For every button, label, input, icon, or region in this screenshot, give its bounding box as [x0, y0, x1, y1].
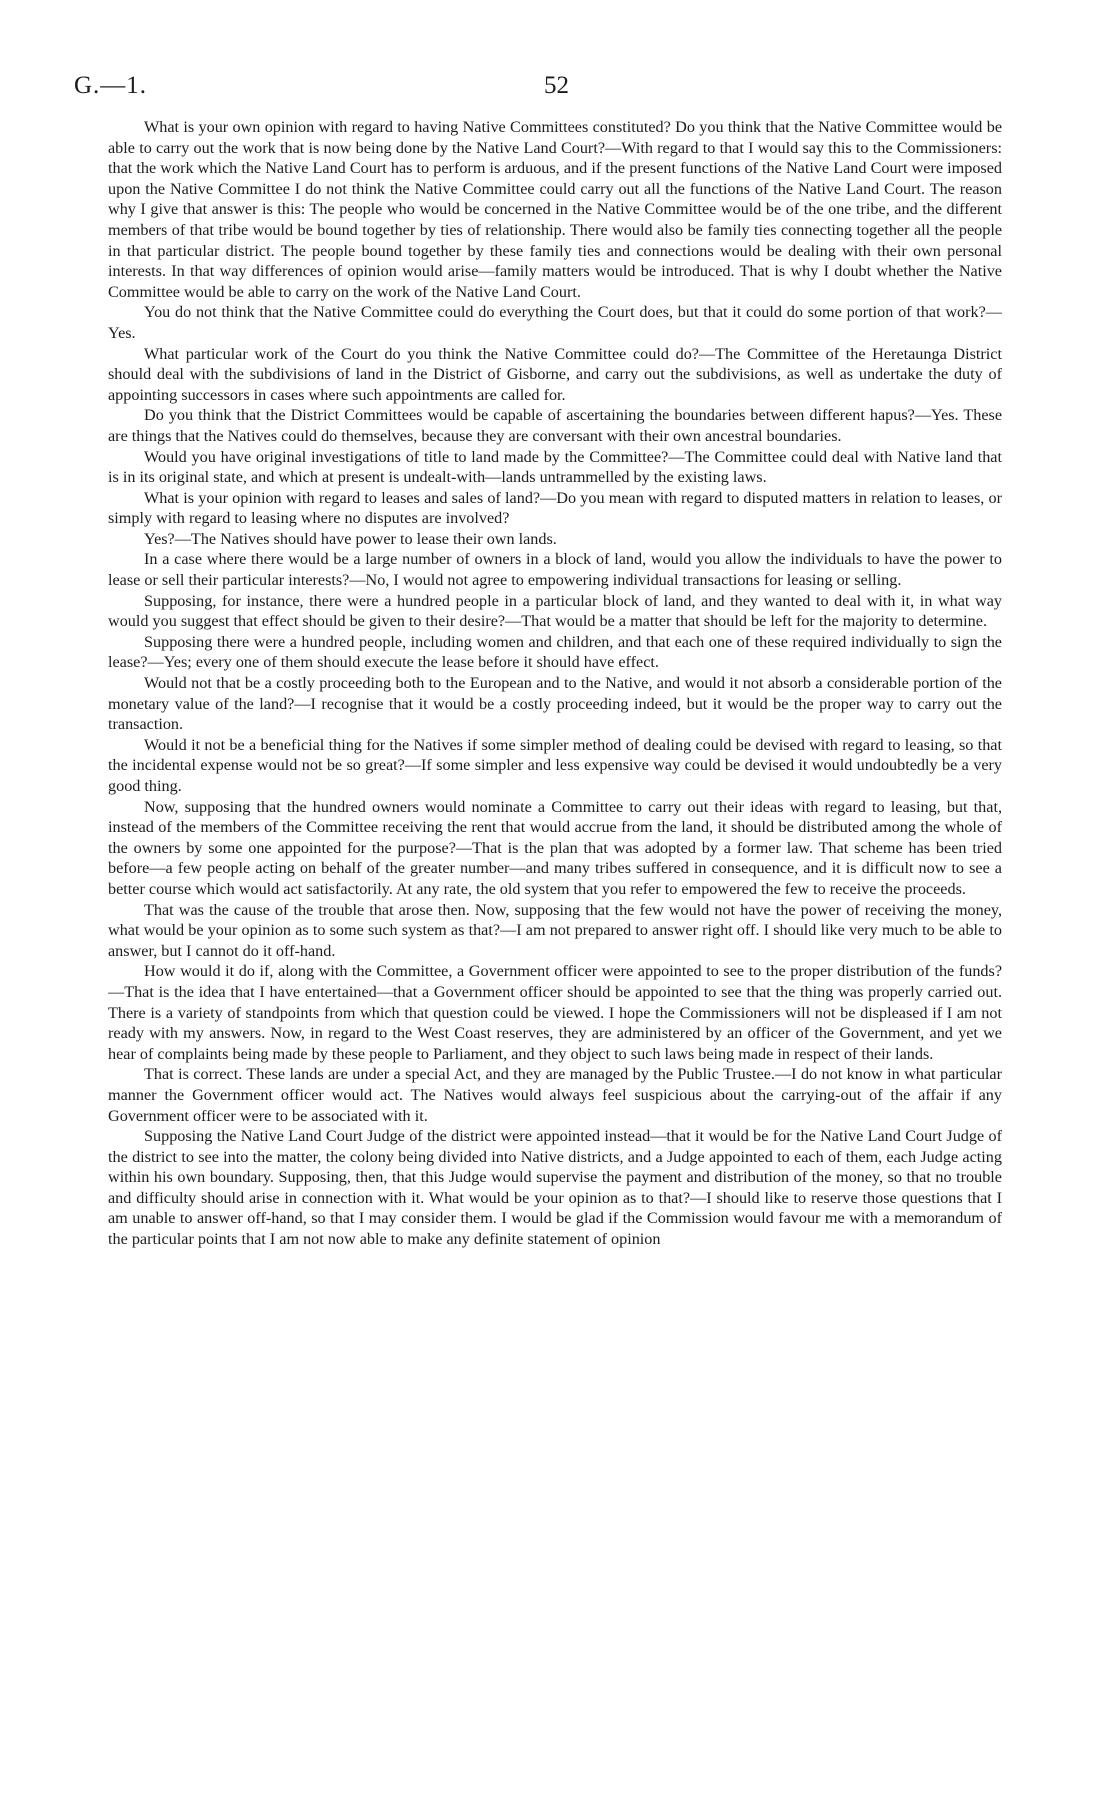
- paragraph: Supposing there were a hundred people, including women and children, and that each one of these required individually to sign the lease?—Yes; every one of them should execute the lease before it should have effect.: [108, 632, 1002, 672]
- paragraph: Now, supposing that the hundred owners would nominate a Committee to carry out their ideas with regard to leasing, but that, instead of the members of the Committee receiving the rent that would accrue from the land, it should be distributed among the whole of the owners by some one appointed for the purpose?—That is the plan that was adopted by a former law. That scheme has been tried before—a few people acting on behalf of the greater number—and many tribes suffered in consequence, and it is difficult now to see a better course which would act satisfactorily. At any rate, the old system that you refer to empowered the few to receive the proceeds.: [108, 797, 1002, 898]
- page-number: 52: [544, 72, 569, 99]
- paragraph: What particular work of the Court do you think the Native Committee could do?—The Committee of the Heretaunga District should deal with the subdivisions of land in the District of Gisborne, and carry out the subdivisions, as well as undertake the duty of appointing successors in cases where such appointments are called for.: [108, 344, 1002, 404]
- paragraph: What is your opinion with regard to leases and sales of land?—Do you mean with regard to disputed matters in relation to leases, or simply with regard to leasing where no disputes are involved?: [108, 488, 1002, 528]
- paragraph: Do you think that the District Committees would be capable of ascertaining the boundaries between different hapus?—Yes. These are things that the Natives could do themselves, because they are conversant with their own ancestral boundaries.: [108, 406, 1002, 445]
- page-header: [74, 72, 1034, 106]
- paragraph: In a case where there would be a large number of owners in a block of land, would you allow the individuals to have the power to lease or sell their particular interests?—No, I would not agree to empowering individual transactions for leasing or selling.: [108, 550, 1002, 590]
- paragraph: That is correct. These lands are under a special Act, and they are managed by the Public Trustee.—I do not know in what particular manner the Government officer would act. The Natives would always feel suspicious about the carrying-out of the affair if any Government officer were to be associated with it.: [108, 1065, 1002, 1125]
- paragraph: Supposing the Native Land Court Judge of the district were appointed instead—that it would be for the Native Land Court Judge of the district to see into the matter, the colony being divided into Native districts, and a Judge appointed to each of them, each Judge acting within his own boundary. Supposing, then, that this Judge would supervise the payment and distribution of the money, so that no trouble and difficulty should arise in connection with it. What would be your opinion as to that?—I should like to reserve those questions that I am unable to answer off-hand, so that I may consider them. I would be glad if the Commission would favour me with a memorandum of the particular points that I am not now able to make any definite statement of opinion: [108, 1127, 1002, 1249]
- paragraph: Yes?—The Natives should have power to lease their own lands.: [144, 529, 557, 548]
- paragraph: That was the cause of the trouble that arose then. Now, supposing that the few would not have the power of receiving the money, what would be your opinion as to some such system as that?—I am not prepared to answer right off. I should like very much to be able to answer, but I cannot do it off-hand.: [108, 900, 1002, 960]
- body-text: [108, 117, 1002, 1677]
- paragraph: Would not that be a costly proceeding both to the European and to the Native, and would it not absorb a considerable portion of the monetary value of the land?—I recognise that it would be a costly proceeding indeed, but it would be the proper way to carry out the transaction.: [108, 674, 1002, 734]
- paragraph: What is your own opinion with regard to having Native Committees constituted? Do you think that the Native Committee would be able to carry out the work that is now being done by the Native Land Court?—With regard to that I would say this to the Commissioners: that the work which the Native Land Court has to perform is arduous, and if the present functions of the Native Land Court were imposed upon the Native Committee I do not think the Native Committee could carry out all the functions of the Native Land Court. The reason why I give that answer is this: The people who would be concerned in the Native Committee would be of the one tribe, and the different members of that tribe would be bound together by ties of relationship. There would also be family ties connecting together all the people in that particular district. The people bound together by these family ties and connections would be dealing with their own personal interests. In that way differences of opinion would arise—family matters would be introduced. That is why I doubt whether the Native Committee would be able to carry on the work of the Native Land Court.: [108, 118, 1002, 301]
- paragraph: You do not think that the Native Committee could do everything the Court does, but that it could do some portion of that work?—Yes.: [108, 303, 1002, 342]
- document-reference: G.—1.: [74, 72, 148, 99]
- paragraph: Would you have original investigations of title to land made by the Committee?—The Committee could deal with Native land that is in its original state, and which at present is undealt-with—lands untrammelled by the existing laws.: [108, 447, 1002, 487]
- paragraph: Would it not be a beneficial thing for the Natives if some simpler method of dealing could be devised with regard to leasing, so that the incidental expense would not be so great?—If some simpler and less expensive way could be devised it would undoubtedly be a very good thing.: [108, 735, 1002, 795]
- paragraph: How would it do if, along with the Committee, a Government officer were appointed to see to the proper distribution of the funds?—That is the idea that I have entertained—that a Government officer should be appointed to see that the thing was properly carried out. There is a variety of standpoints from which that question could be viewed. I hope the Commissioners will not be displeased if I am not ready with my answers. Now, in regard to the West Coast reserves, they are administered by an officer of the Government, and yet we hear of complaints being made by these people to Parliament, and they object to such laws being made in respect of their lands.: [108, 962, 1002, 1063]
- paragraph: Supposing, for instance, there were a hundred people in a particular block of land, and they wanted to deal with it, in what way would you suggest that effect should be given to their desire?—That would be a matter that should be left for the majority to determine.: [108, 591, 1002, 631]
